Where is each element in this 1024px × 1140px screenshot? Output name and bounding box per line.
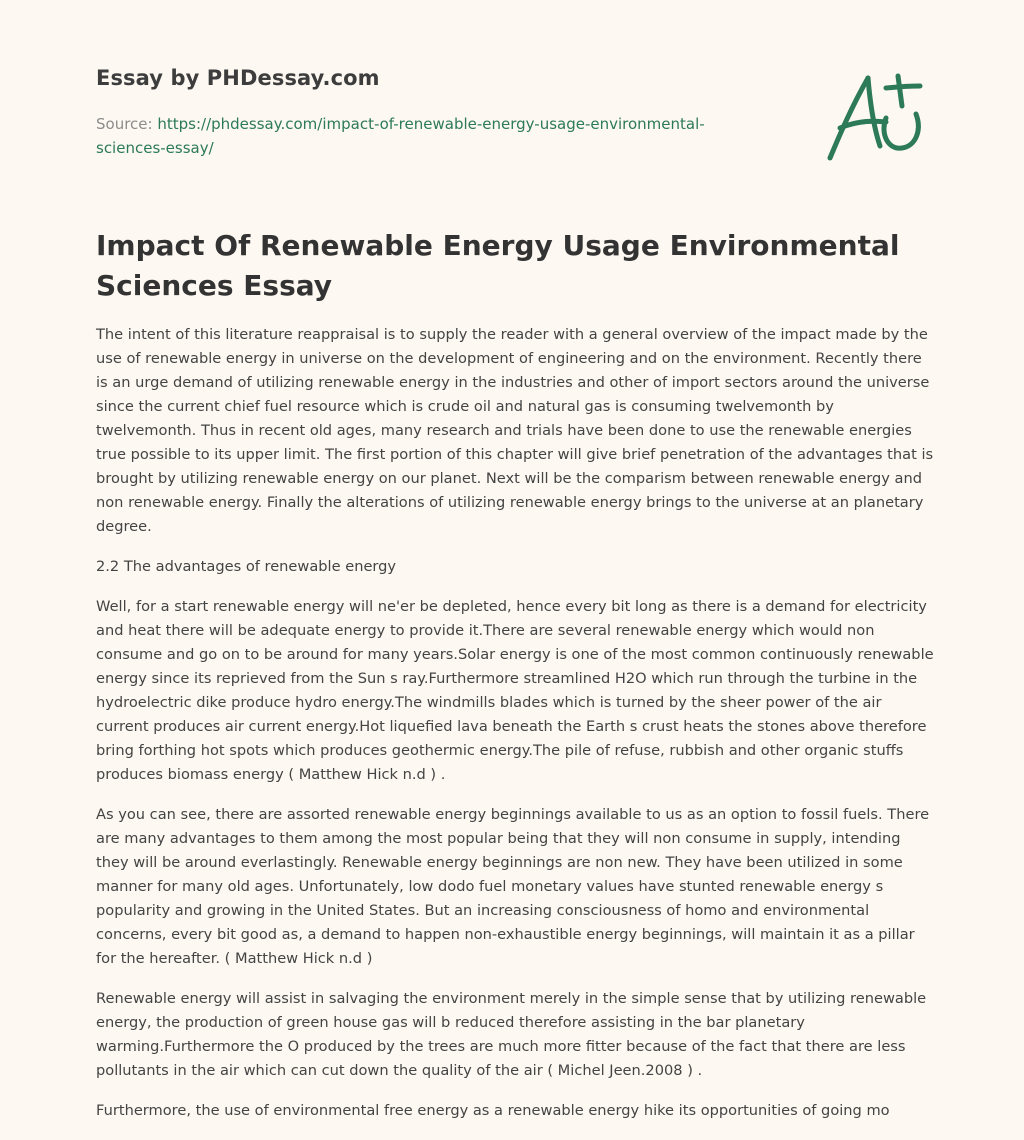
site-title: Essay by PHDessay.com: [96, 66, 380, 90]
paragraph: Renewable energy will assist in salvaging the environment merely in the simple sense that by utilizing renewable energy, the production of green house gas will b reduced therefore assisting in the bar planetary warming.Furthermore the O produced by the trees are much more fitter because of the fact that there are less pollutants in the air which can cut down the quality of the air ( Michel Jeen.2008 ) .: [96, 990, 927, 1079]
source-line: [96, 112, 736, 160]
essay-title: Impact Of Renewable Energy Usage Environmental Sciences Essay: [96, 229, 900, 302]
paragraph-truncated: Furthermore, the use of environmental free energy as a renewable energy hike its opportunities of going mo: [96, 1102, 890, 1119]
source-label: Source:: [96, 115, 153, 133]
section-heading: 2.2 The advantages of renewable energy: [96, 558, 397, 575]
paragraph: Well, for a start renewable energy will ne'er be depleted, hence every bit long as there is a demand for electricity and heat there will be adequate energy to provide it.There are several renewable energy which would non consume and go on to be around for many years.Solar energy is one of the most common continuously renewable energy since its reprieved from the Sun s ray.Furthermore streamlined H2O which run through the turbine in the hydroelectric dike produce hydro energy.The windmills blades which is turned by the sheer power of the air current produces air current energy.Hot liquefied lava beneath the Earth s crust heats the stones above therefore bring forthing hot spots which produces geothermic energy.The pile of refuse, rubbish and other organic stuffs produces biomass energy ( Matthew Hick n.d ) .: [96, 598, 934, 783]
paragraph: As you can see, there are assorted renewable energy beginnings available to us as an option to fossil fuels. There are many advantages to them among the most popular being that they will non consume in supply, intending they will be around everlastingly. Renewable energy beginnings are non new. They have been utilized in some manner for many old ages. Unfortunately, low dodo fuel monetary values have stunted renewable energy s popularity and growing in the United States. But an increasing consciousness of homo and environmental concerns, every bit good as, a demand to happen non-exhaustible energy beginnings, will maintain it as a pillar for the hereafter. ( Matthew Hick n.d ): [96, 806, 930, 967]
source-link[interactable]: https://phdessay.com/impact-of-renewable-energy-usage-environmental-sciences-essay/: [96, 115, 705, 157]
paragraph-intro: The intent of this literature reappraisal is to supply the reader with a general overview of the impact made by the use of renewable energy in universe on the development of engineering and on the environment. Recently there is an urge demand of utilizing renewable energy in the industries and other of import sectors around the universe since the current chief fuel resource which is crude oil and natural gas is consuming twelvemonth by twelvemonth. Thus in recent old ages, many research and trials have been done to use the renewable energies true possible to its upper limit. The first portion of this chapter will give brief penetration of the advantages that is brought by utilizing renewable energy on our planet. Next will be the comparism between renewable energy and non renewable energy. Finally the alterations of utilizing renewable energy brings to the universe at an planetary degree.: [96, 326, 934, 535]
a-plus-logo-icon: [818, 66, 930, 166]
essay-body: [96, 323, 936, 1139]
